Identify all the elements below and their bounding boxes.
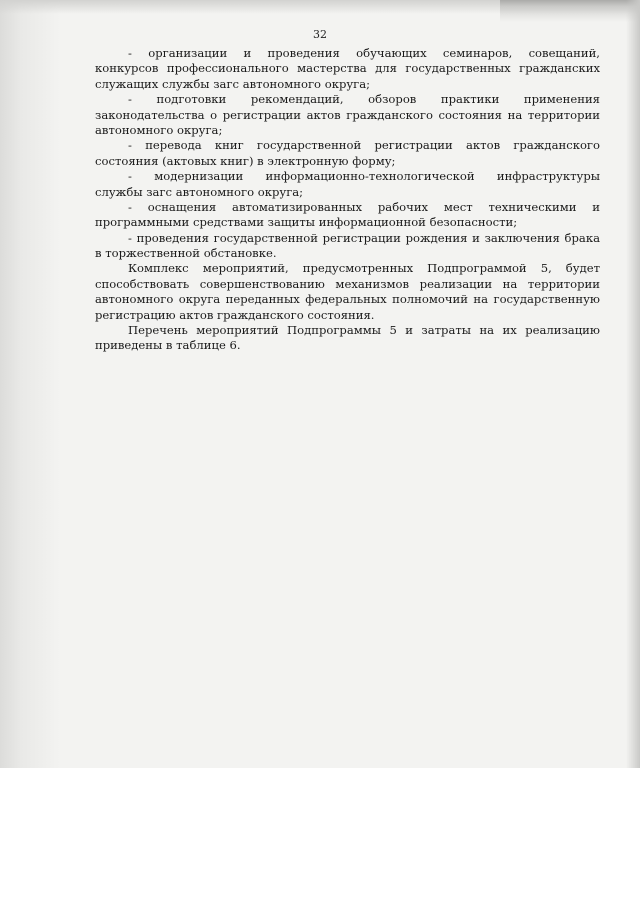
text-line: службы загс автономного округа; [95, 184, 304, 199]
text-line: в торжественной обстановке. [95, 246, 277, 261]
text-line: Комплекс мероприятий, предусмотренных Подпрограммой 5, будет [128, 261, 600, 276]
text-line: - подготовки рекомендаций, обзоров практики применения [128, 92, 600, 107]
scan-top-right-shadow [500, 0, 640, 22]
document-body [95, 46, 600, 354]
text-line: - проведения государственной регистрации рождения и заключения брака [128, 230, 600, 245]
text-line: регистрацию актов гражданского состояния. [95, 307, 375, 322]
text-line: - перевода книг государственной регистрации актов гражданского [128, 138, 600, 153]
text-line: способствовать совершенствованию механизмов реализации на территории [95, 276, 600, 291]
text-line: автономного округа переданных федеральных полномочий на государственную [95, 292, 600, 307]
text-line: приведены в таблице 6. [95, 338, 241, 353]
text-line: законодательства о регистрации актов гражданского состояния на территории [95, 107, 600, 122]
page-number: 32 [313, 28, 327, 41]
text-line: Перечень мероприятий Подпрограммы 5 и затраты на их реализацию [128, 323, 600, 338]
scan-left-shadow [0, 0, 60, 768]
text-line: состояния (актовых книг) в электронную форму; [95, 153, 396, 168]
text-line: программными средствами защиты информационной безопасности; [95, 215, 518, 230]
text-line: - оснащения автоматизированных рабочих мест техническими и [128, 199, 600, 214]
text-line: автономного округа; [95, 122, 223, 137]
text-line: - модернизации информационно-технологической инфраструктуры [128, 169, 600, 184]
text-line: служащих службы загс автономного округа; [95, 76, 371, 91]
scan-right-edge [626, 0, 640, 768]
text-line: - организации и проведения обучающих семинаров, совещаний, [128, 46, 600, 60]
text-line: конкурсов профессионального мастерства для государственных гражданских [95, 61, 600, 76]
